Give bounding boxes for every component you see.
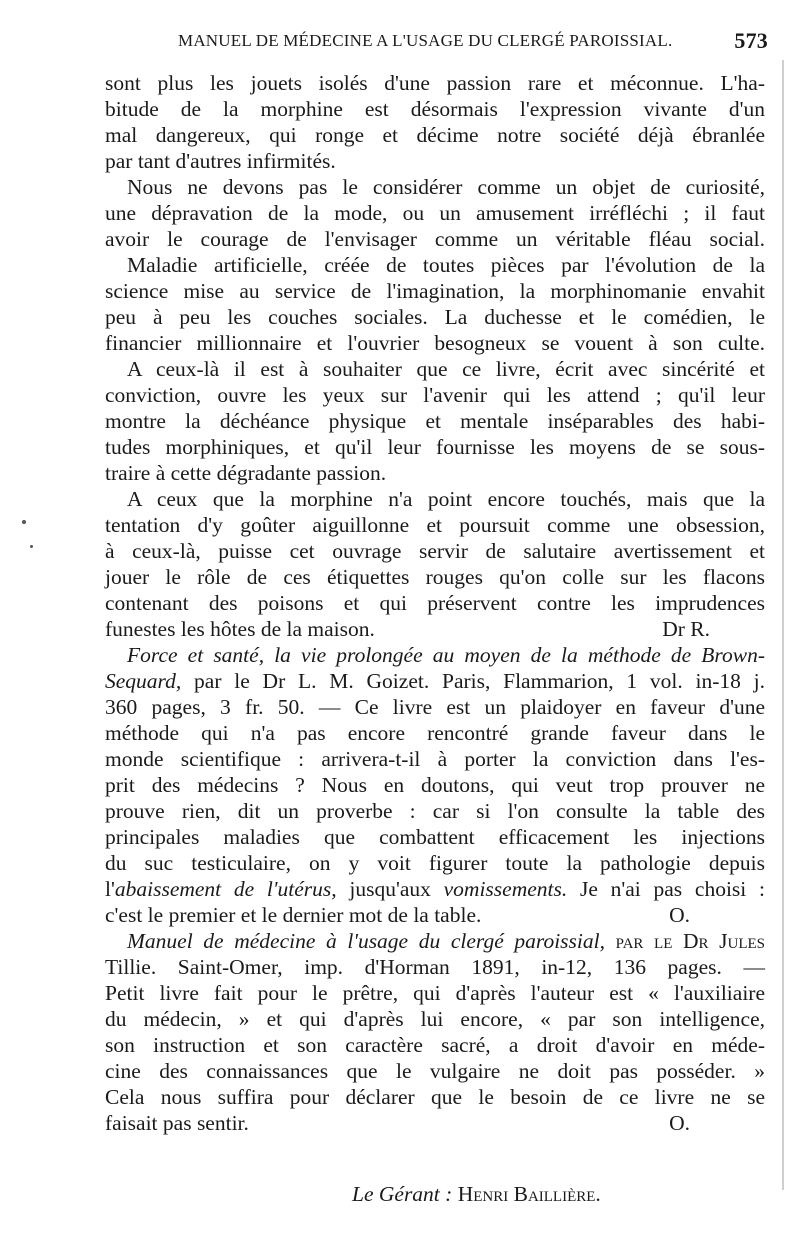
signature-dr-r: Dr R.: [662, 617, 710, 641]
text-fragment: l': [105, 877, 115, 901]
signature-o: O.: [669, 1111, 690, 1135]
review-title: Force et santé, la vie prolongée au moyen de la méthode de Brown-: [127, 643, 765, 667]
text-line: son instruction et son caractère sacré, a droit d'avoir en méde-: [105, 1033, 765, 1057]
review-title: Manuel de médecine à l'usage du clergé paroissial,: [127, 929, 605, 953]
text-line: du suc testiculaire, on y voit figurer toute la pathologie depuis: [105, 851, 765, 875]
review-title-line: [105, 642, 765, 668]
body-text: [105, 70, 765, 1136]
running-head: [118, 30, 768, 51]
text-line: peu à peu les couches sociales. La duchesse et le comédien, le: [105, 305, 765, 329]
text-line: monde scientifique : arrivera-t-il à porter la conviction dans l'es-: [105, 747, 765, 771]
scan-speck: [30, 545, 33, 548]
text-line: [105, 616, 765, 642]
text-line: prouve rien, dit un proverbe : car si l'on consulte la table des: [105, 799, 765, 823]
text-line: montre la déchéance physique et mentale inséparables des habi-: [105, 409, 765, 433]
gerant-name: Henri Baillière.: [457, 1182, 601, 1206]
text-line: cine des connaissances que le vulgaire ne doit pas posséder. »: [105, 1059, 765, 1083]
text-line: traire à cette dégradante passion.: [105, 461, 387, 485]
text-line: méthode qui n'a pas encore rencontré grande faveur dans le: [105, 721, 765, 745]
text-line: [105, 876, 765, 902]
page-edge-shadow: [782, 60, 784, 1190]
text-line: par tant d'autres infirmités.: [105, 149, 336, 173]
gerant-label: Le Gérant :: [352, 1182, 453, 1206]
text-line: Nous ne devons pas le considérer comme un objet de curiosité,: [127, 175, 765, 199]
text-fragment: Je n'ai pas choisi :: [567, 877, 765, 901]
signature-o: O.: [669, 903, 690, 927]
text-line: principales maladies que combattent efficacement les injections: [105, 825, 765, 849]
text-line: A ceux que la morphine n'a point encore touchés, mais que la: [127, 487, 765, 511]
text-line: 360 pages, 3 fr. 50. — Ce livre est un plaidoyer en faveur d'une: [105, 695, 765, 719]
text-line: Tillie. Saint-Omer, imp. d'Horman 1891, in-12, 136 pages. —: [105, 955, 765, 979]
text-line: contenant des poisons et qui préservent contre les imprudences: [105, 591, 765, 615]
text-line-content: c'est le premier et le dernier mot de la table.: [105, 903, 482, 927]
text-line: financier millionnaire et l'ouvrier besogneux se vouent à son culte.: [105, 331, 765, 355]
text-line: Cela nous suffira pour déclarer que le besoin de ce livre ne se: [105, 1085, 765, 1109]
text-line: jouer le rôle de ces étiquettes rouges qu'on colle sur les flacons: [105, 565, 765, 589]
text-line: sont plus les jouets isolés d'une passion rare et méconnue. L'ha-: [105, 71, 765, 95]
text-line: A ceux-là il est à souhaiter que ce livre, écrit avec sincérité et: [127, 357, 765, 381]
text-line: Maladie artificielle, créée de toutes pièces par l'évolution de la: [127, 253, 765, 277]
scan-speck: [22, 520, 26, 524]
text-line: mal dangereux, qui ronge et décime notre société déjà ébranlée: [105, 123, 765, 147]
publisher-footer: [352, 1182, 601, 1207]
review-citation: par le Dr L. M. Goizet. Paris, Flammarion, 1 vol. in-18 j.: [194, 669, 766, 693]
text-line: tentation d'y goûter aiguillonne et poursuit comme une obsession,: [105, 513, 765, 537]
text-line: conviction, ouvre les yeux sur l'avenir qui les attend ; qu'il leur: [105, 383, 765, 407]
text-line-content: funestes les hôtes de la maison.: [105, 617, 375, 641]
running-head-title: MANUEL DE MÉDECINE A L'USAGE DU CLERGÉ PAROISSIAL.: [178, 31, 673, 50]
text-line: à ceux-là, puisse cet ouvrage servir de salutaire avertissement et: [105, 539, 765, 563]
text-line: avoir le courage de l'envisager comme un véritable fléau social.: [105, 227, 765, 251]
text-line: du médecin, » et qui d'après lui encore, « par son intelligence,: [105, 1007, 765, 1031]
text-line: une dépravation de la mode, ou un amusement irréfléchi ; il faut: [105, 201, 765, 225]
text-line: prit des médecins ? Nous en doutons, qui veut trop prouver ne: [105, 773, 765, 797]
review-citation: par le Dr Jules: [615, 929, 766, 953]
page-number: 573: [734, 28, 768, 53]
text-line: [105, 668, 765, 694]
review-title-cont: Sequard,: [105, 669, 182, 693]
text-line: [105, 1110, 765, 1136]
text-line: Petit livre fait pour le prêtre, qui d'après l'auteur est « l'auxiliaire: [105, 981, 765, 1005]
text-fragment: jusqu'aux: [336, 877, 444, 901]
text-emphasis: abaissement de l'utérus,: [114, 877, 337, 901]
review-title-line: [105, 928, 765, 954]
text-line: bitude de la morphine est désormais l'expression vivante d'un: [105, 97, 765, 121]
text-line-content: faisait pas sentir.: [105, 1111, 249, 1135]
text-emphasis: vomissements.: [443, 877, 568, 901]
text-line: [105, 902, 765, 928]
text-line: tudes morphiniques, et qu'il leur fournisse les moyens de se sous-: [105, 435, 765, 459]
text-line: science mise au service de l'imagination, la morphinomanie envahit: [105, 279, 765, 303]
